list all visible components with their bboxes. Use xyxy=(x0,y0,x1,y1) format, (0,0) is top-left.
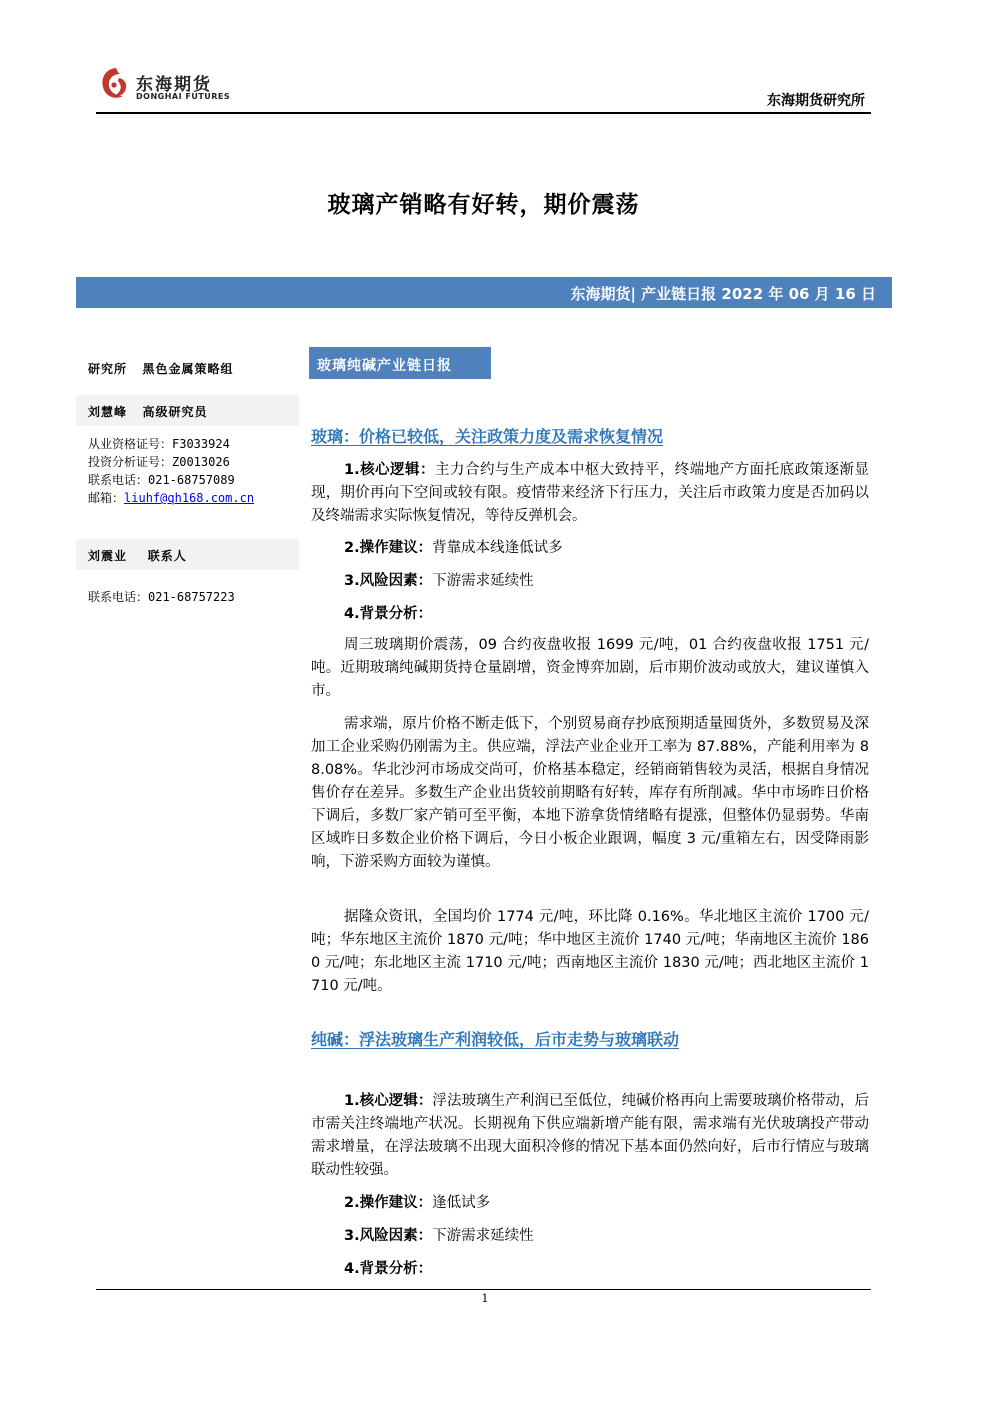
glass-background-label xyxy=(344,603,432,626)
report-banner xyxy=(76,277,892,308)
soda-op-text: 逢低试多 xyxy=(432,1195,491,1211)
document-title: 玻璃产销略有好转，期价震荡 xyxy=(327,191,640,218)
soda-op-label: 2.操作建议： xyxy=(344,1195,433,1211)
glass-core-text: 主力合约与生产成本中枢大致持平，终端地产方面托底政策逐渐显现，期价再向下空间或较有限。疫情带来经济下行压力，关注后市政策力度是否加码以及终端需求实际恢复情况，等待反弹机会。 xyxy=(311,462,869,524)
analyst1-name-title: 刘慧峰 高级研究员 xyxy=(88,405,208,419)
analyst2-name-title: 刘震业 联系人 xyxy=(88,549,187,563)
analyst2-phone: 联系电话：021-68757223 xyxy=(88,590,235,604)
glass-background-p2: 需求端，原片价格不断走低下，个别贸易商存抄底预期适量囤货外，多数贸易及深加工企业采购仍刚需为主。供应端，浮法产业企业开工率为 87.88%，产能利用率为 88.08%。华北沙河市场成交尚可，价格基本稳定，经销商销售较为灵活，根据自身情况售价存在差异。多数生产企业出货较前期略有好转，库存有所削减。华中市场昨日价格下调后，多数厂家产销可至平衡，本地下游拿货情绪略有提涨，但整体仍显弱势。华南区域昨日多数企业价格下调后，今日小板企业跟调，幅度 3 元/重箱左右，因受降雨影响，下游采购方面较为谨慎。 xyxy=(311,716,869,870)
glass-risk-label: 3.风险因素： xyxy=(344,573,433,589)
glass-core-label: 1.核心逻辑： xyxy=(344,462,435,478)
glass-background-p1: 周三玻璃期价震荡，09 合约夜盘收报 1699 元/吨，01 合约夜盘收报 1751 元/吨。近期玻璃纯碱期货持仓量剧增，资金博弈加剧，后市期价波动或放大，建议谨慎入市。 xyxy=(311,637,869,699)
soda-core-label: 1.核心逻辑： xyxy=(344,1093,433,1109)
page-number: 1 xyxy=(481,1292,489,1305)
section-tag-text: 玻璃纯碱产业链日报 xyxy=(317,358,452,374)
soda-background-label xyxy=(344,1258,432,1281)
header-organization: 东海期货研究所 xyxy=(767,93,865,109)
analyst1-phone: 联系电话：021-68757089 xyxy=(88,473,235,487)
analyst2-header xyxy=(76,539,299,570)
soda-risk xyxy=(344,1225,534,1248)
glass-op-text: 背靠成本线逢低试多 xyxy=(432,540,563,556)
analyst1-details xyxy=(88,435,254,507)
glass-core-logic xyxy=(311,459,869,528)
glass-background-p3: 据隆众资讯，全国均价 1774 元/吨，环比降 0.16%。华北地区主流价 1700 元/吨；华东地区主流价 1870 元/吨；华中地区主流价 1740 元/吨；华南地区主流价 1860 元/吨；东北地区主流 1710 元/吨；西南地区主流价 1830 元/吨；西北地区主流价 1710 元/吨。 xyxy=(311,909,869,994)
section-tag xyxy=(309,347,491,379)
soda-heading: 纯碱：浮法玻璃生产利润较低，后市走势与玻璃联动 xyxy=(311,1030,680,1049)
investment-analysis-number: 投资分析证号：Z0013026 xyxy=(88,455,230,469)
logo-english-text: DONGHAI FUTURES xyxy=(136,92,231,101)
research-group-text: 研究所 黑色金属策略组 xyxy=(88,362,234,376)
glass-op-label: 2.操作建议： xyxy=(344,540,433,556)
footer-divider xyxy=(96,1289,871,1290)
soda-bg-label: 4.背景分析： xyxy=(344,1261,433,1277)
glass-heading: 玻璃：价格已较低，关注政策力度及需求恢复情况 xyxy=(311,427,664,446)
email-label: 邮箱： xyxy=(88,491,125,505)
soda-core-logic xyxy=(311,1090,869,1182)
soda-risk-text: 下游需求延续性 xyxy=(432,1228,534,1244)
glass-risk-text: 下游需求延续性 xyxy=(432,573,534,589)
glass-risk xyxy=(344,570,534,593)
report-banner-text: 东海期货| 产业链日报 2022 年 06 月 16 日 xyxy=(570,285,876,303)
email-link[interactable]: liuhf@qh168.com.cn xyxy=(124,491,255,505)
logo-chinese-text: 东海期货 xyxy=(136,75,212,95)
soda-operation xyxy=(344,1192,490,1215)
glass-bg-label: 4.背景分析： xyxy=(344,606,433,622)
analyst1-header xyxy=(76,395,299,426)
glass-operation xyxy=(344,537,563,560)
qualification-number: 从业资格证号：F3033924 xyxy=(88,437,230,451)
analyst1-email-row xyxy=(88,489,254,507)
header-divider xyxy=(96,112,871,114)
soda-core-text: 浮法玻璃生产利润已至低位，纯碱价格再向上需要玻璃价格带动，后市需关注终端地产状况。长期视角下供应端新增产能有限，需求端有光伏玻璃投产带动需求增量，在浮法玻璃不出现大面积冷修的情况下基本面仍然向好，后市行情应与玻璃联动性较强。 xyxy=(311,1093,869,1178)
research-group-label xyxy=(76,352,299,383)
soda-risk-label: 3.风险因素： xyxy=(344,1228,433,1244)
donghai-logo xyxy=(96,64,246,110)
dragon-logo-icon xyxy=(96,64,134,106)
